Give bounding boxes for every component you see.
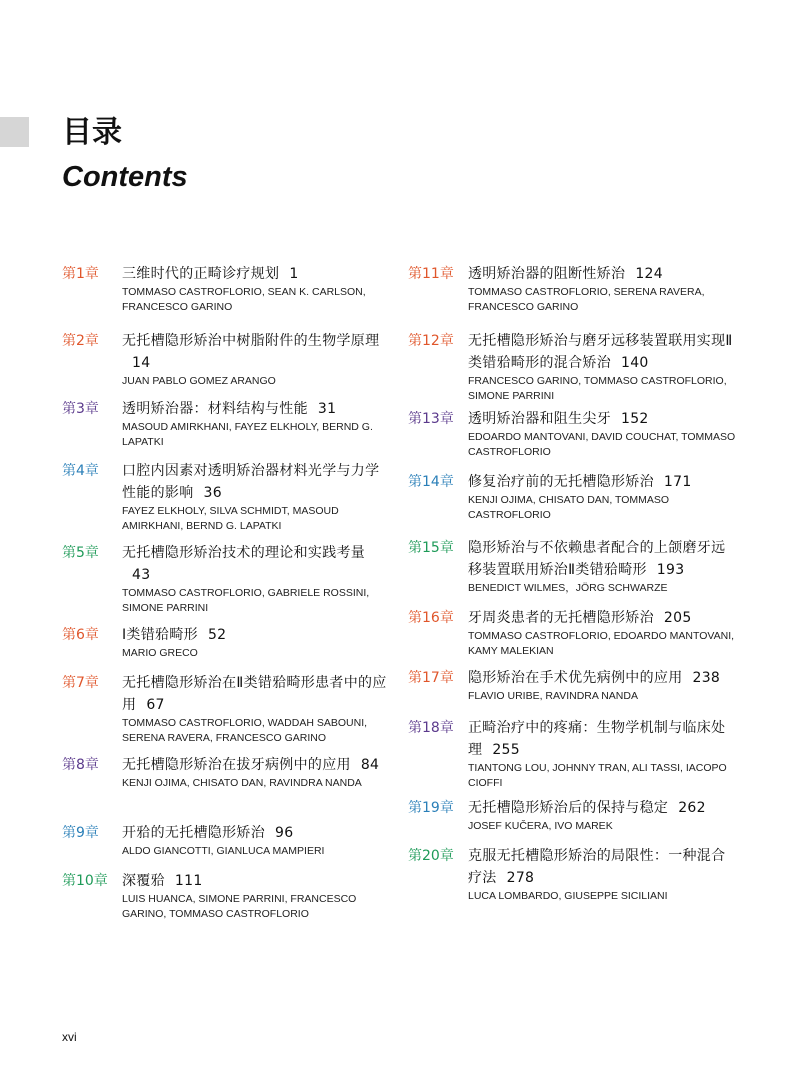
chapter-number: 第20章	[408, 848, 454, 864]
chapter-body	[468, 797, 736, 834]
chapter-title-line	[122, 870, 390, 892]
page-number: 124	[635, 266, 663, 282]
chapter-body	[468, 408, 736, 460]
chapter-title: 无托槽隐形矫治中树脂附件的生物学原理	[122, 333, 380, 349]
chapter-title: Ⅰ类错𬌗畸形	[122, 627, 198, 643]
chapter-body	[468, 471, 736, 523]
chapter-number: 第17章	[408, 670, 454, 686]
chapter-number: 第19章	[408, 800, 454, 816]
chapter-body	[122, 263, 390, 315]
chapter-number: 第3章	[62, 401, 99, 417]
chapter-body	[468, 667, 736, 704]
chapter-title-line	[122, 330, 390, 374]
chapter-number: 第10章	[62, 873, 108, 889]
chapter-authors: TOMMASO CASTROFLORIO, EDOARDO MANTOVANI, KAMY MALEKIAN	[468, 630, 735, 657]
chapter-title: 无托槽隐形矫治技术的理论和实践考量	[122, 545, 366, 561]
chapter-body	[122, 822, 390, 859]
chapter-authors: MASOUD AMIRKHANI, FAYEZ ELKHOLY, BERND G. LAPATKI	[122, 421, 373, 448]
page-number: 96	[275, 825, 294, 841]
chapter-number: 第14章	[408, 474, 454, 490]
chapter-title-line	[468, 797, 736, 819]
chapter-title-line	[468, 263, 736, 285]
chapter-body	[468, 263, 736, 315]
chapter-authors: BENEDICT WILMES，JÖRG SCHWARZE	[468, 582, 668, 594]
chapter-body	[468, 537, 736, 596]
chapter-authors: TOMMASO CASTROFLORIO, WADDAH SABOUNI, SERENA RAVERA, FRANCESCO GARINO	[122, 717, 368, 744]
chapter-title-line	[468, 537, 736, 581]
chapter-authors: TOMMASO CASTROFLORIO, SEAN K. CARLSON, FRANCESCO GARINO	[122, 286, 366, 313]
chapter-title: 正畸治疗中的疼痛：生物学机制与临床处理	[468, 720, 726, 758]
page-number: 238	[692, 670, 721, 686]
page-number: 140	[621, 355, 649, 371]
chapter-title: 透明矫治器和阻生尖牙	[468, 411, 611, 427]
chapter-authors: FRANCESCO GARINO, TOMMASO CASTROFLORIO, SIMONE PARRINI	[468, 375, 727, 402]
page-number: 193	[656, 562, 685, 578]
chapter-body	[122, 330, 390, 389]
chapter-authors: EDOARDO MANTOVANI, DAVID COUCHAT, TOMMASO CASTROFLORIO	[468, 431, 736, 458]
chapter-title: 无托槽隐形矫治在Ⅱ类错𬌗畸形患者中的应用	[122, 675, 387, 713]
page-number: 31	[317, 401, 337, 417]
chapter-title: 隐形矫治与不依赖患者配合的上颌磨牙远移装置联用矫治Ⅱ类错𬌗畸形	[468, 540, 726, 578]
chapter-authors: FLAVIO URIBE, RAVINDRA NANDA	[468, 690, 638, 702]
page-folio: xvi	[62, 1030, 77, 1044]
chapter-body	[468, 845, 736, 904]
chapter-title: 口腔内因素对透明矫治器材料光学与力学性能的影响	[122, 463, 380, 501]
chapter-title: 无托槽隐形矫治后的保持与稳定	[468, 800, 669, 816]
chapter-authors: JUAN PABLO GOMEZ ARANGO	[122, 375, 276, 387]
chapter-title-line	[468, 330, 736, 374]
chapter-number: 第11章	[408, 266, 454, 282]
chapter-title: 透明矫治器：材料结构与性能	[122, 401, 308, 417]
chapter-title-line	[122, 542, 390, 586]
chapter-title: 无托槽隐形矫治与磨牙远移装置联用实现Ⅱ类错𬌗畸形的混合矫治	[468, 333, 733, 371]
page-number: 52	[207, 627, 227, 643]
chapter-title: 深覆𬌗	[122, 873, 165, 889]
chapter-title-line	[468, 845, 736, 889]
chapter-body	[122, 870, 390, 922]
chapter-title-line	[468, 471, 736, 493]
page-number: 36	[203, 485, 222, 501]
chapter-body	[468, 607, 736, 659]
chapter-authors: LUCA LOMBARDO, GIUSEPPE SICILIANI	[468, 890, 668, 902]
chapter-title: 牙周炎患者的无托槽隐形矫治	[468, 610, 654, 626]
section-tab-marker	[0, 117, 29, 147]
chapter-number: 第13章	[408, 411, 454, 427]
chapter-number: 第18章	[408, 720, 454, 736]
chapter-authors: MARIO GRECO	[122, 647, 198, 659]
page-number: 67	[146, 697, 165, 713]
chapter-number: 第12章	[408, 333, 454, 349]
chapter-title: 透明矫治器的阻断性矫治	[468, 266, 626, 282]
chapter-body	[468, 717, 736, 791]
chapter-authors: FAYEZ ELKHOLY, SILVA SCHMIDT, MASOUD AMIRKHANI, BERND G. LAPATKI	[122, 505, 339, 532]
chapter-body	[122, 398, 390, 450]
chapter-authors: JOSEF KUČERA, IVO MAREK	[468, 820, 613, 832]
chapter-number: 第5章	[62, 545, 99, 561]
page-number: 171	[663, 474, 692, 490]
chapter-body	[122, 754, 390, 791]
page-title-english: Contents	[62, 161, 188, 193]
chapter-title-line	[122, 398, 390, 420]
chapter-title: 无托槽隐形矫治在拔牙病例中的应用	[122, 757, 351, 773]
page-number: 84	[360, 757, 380, 773]
chapter-body	[468, 330, 736, 404]
chapter-title-line	[122, 754, 390, 776]
page-number: 1	[289, 266, 299, 282]
chapter-title-line	[468, 667, 736, 689]
chapter-number: 第16章	[408, 610, 454, 626]
chapter-authors: KENJI OJIMA, CHISATO DAN, RAVINDRA NANDA	[122, 777, 362, 789]
chapter-authors: TIANTONG LOU, JOHNNY TRAN, ALI TASSI, IACOPO CIOFFI	[468, 762, 727, 789]
chapter-title: 隐形矫治在手术优先病例中的应用	[468, 670, 683, 686]
chapter-authors: LUIS HUANCA, SIMONE PARRINI, FRANCESCO GARINO, TOMMASO CASTROFLORIO	[122, 893, 357, 920]
chapter-body	[122, 624, 390, 661]
chapter-title-line	[122, 672, 390, 716]
chapter-number: 第9章	[62, 825, 99, 841]
chapter-body	[122, 672, 390, 746]
chapter-title-line	[468, 717, 736, 761]
page-number: 152	[621, 411, 649, 427]
chapter-number: 第2章	[62, 333, 99, 349]
chapter-authors: ALDO GIANCOTTI, GIANLUCA MAMPIERI	[122, 845, 325, 857]
chapter-number: 第1章	[62, 266, 99, 282]
chapter-title: 开𬌗的无托槽隐形矫治	[122, 825, 265, 841]
chapter-number: 第6章	[62, 627, 99, 643]
page-number: 14	[132, 355, 151, 371]
chapter-authors: TOMMASO CASTROFLORIO, GABRIELE ROSSINI, SIMONE PARRINI	[122, 587, 370, 614]
chapter-body	[122, 460, 390, 534]
page-number: 205	[663, 610, 692, 626]
chapter-number: 第7章	[62, 675, 99, 691]
page-number: 111	[174, 873, 203, 889]
chapter-authors: KENJI OJIMA, CHISATO DAN, TOMMASO CASTROFLORIO	[468, 494, 670, 521]
chapter-authors: TOMMASO CASTROFLORIO, SERENA RAVERA, FRANCESCO GARINO	[468, 286, 705, 313]
chapter-title-line	[122, 624, 390, 646]
chapter-title: 修复治疗前的无托槽隐形矫治	[468, 474, 654, 490]
chapter-number: 第15章	[408, 540, 454, 556]
chapter-title: 克服无托槽隐形矫治的局限性：一种混合疗法	[468, 848, 726, 886]
chapter-number: 第8章	[62, 757, 99, 773]
chapter-title-line	[468, 408, 736, 430]
page-number: 262	[678, 800, 706, 816]
chapter-title-line	[122, 263, 390, 285]
page-number: 255	[492, 742, 520, 758]
page-number: 278	[506, 870, 535, 886]
chapter-body	[122, 542, 390, 616]
chapter-title-line	[122, 822, 390, 844]
page-title-chinese: 目录	[62, 115, 122, 150]
page-number: 43	[132, 567, 151, 583]
chapter-title-line	[122, 460, 390, 504]
chapter-title-line	[468, 607, 736, 629]
chapter-number: 第4章	[62, 463, 99, 479]
chapter-title: 三维时代的正畸诊疗规划	[122, 266, 280, 282]
